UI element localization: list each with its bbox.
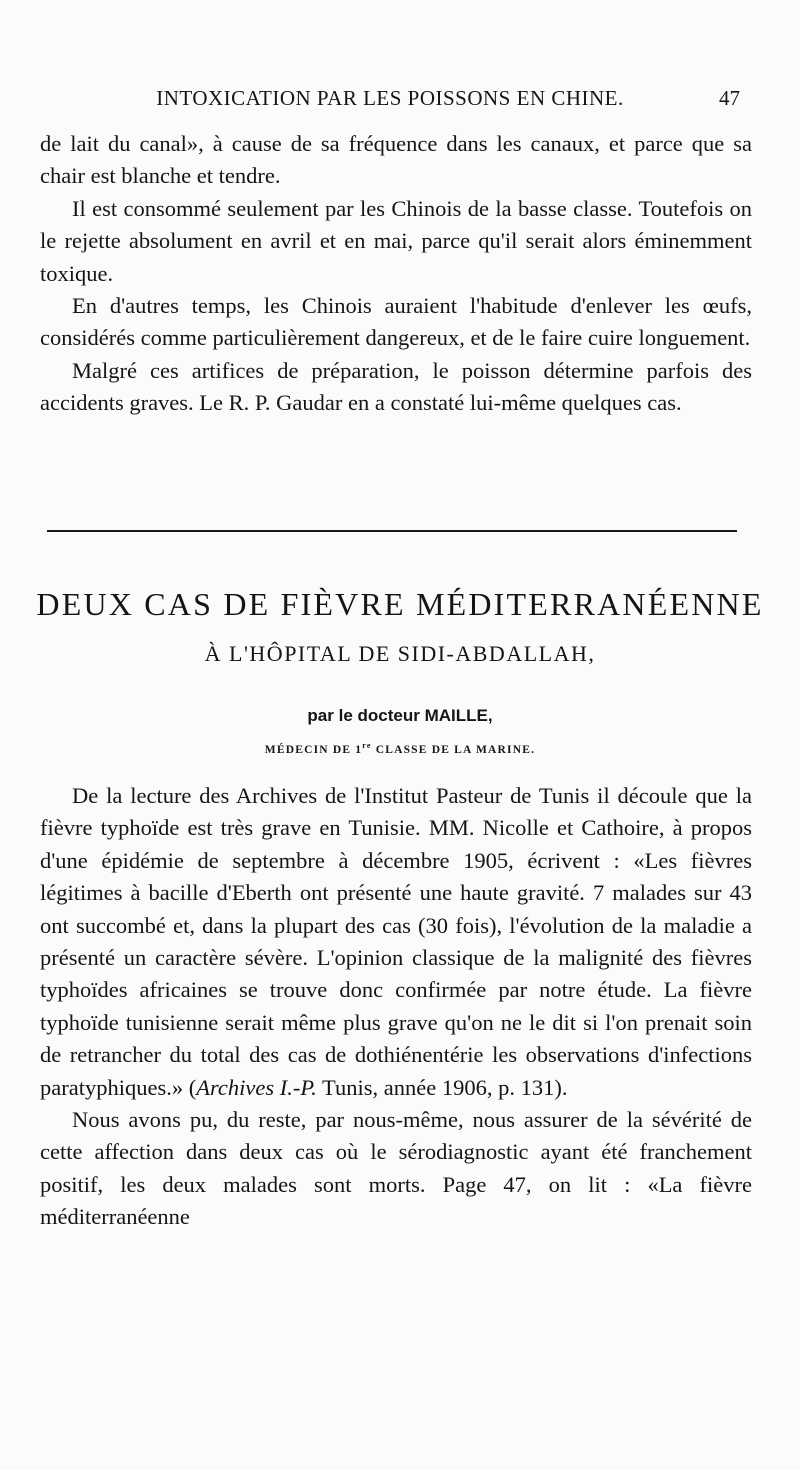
paragraph: Nous avons pu, du reste, par nous-même, nous assurer de la sévérité de cette affection dans deux cas où le sérodiagnostic ayant été franchement positif, les deux malades sont morts. Page 47, on lit : «La fièvre méditerranéenne [40,1107,752,1230]
running-head [40,86,740,116]
paragraph: Il est consommé seulement par les Chinois de la basse classe. Toutefois on le rejette absolument en avril et en mai, parce qu'il serait alors éminemment toxique. [40,195,752,286]
paragraph-text: Tunis, année 1906, p. 131). [316,1074,568,1100]
paragraph [40,780,752,1104]
article-subtitle: À L'HÔPITAL DE SIDI-ABDALLAH, [204,641,596,666]
article-title: DEUX CAS DE FIÈVRE MÉDITERRANÉENNE [36,586,764,622]
paragraph-text: De la lecture des Archives de l'Institut Pasteur de Tunis il découle que la fièvre typhoïde est très grave en Tunisie. MM. Nicolle et Cathoire, à propos d'une épidémie de septembre à décembre 1905, écrivent : «Les fièvres légitimes à bacille d'Eberth ont présenté une haute gravité. 7 malades sur 43 ont succombé et, dans la plupart des cas (30 fois), l'évolution de la maladie a présenté un caractère sévère. L'opinion classique de la malignité des fièvres typhoïdes africaines se trouve donc confirmée par notre étude. La fièvre typhoïde tunisienne serait même plus grave qu'on ne le dit si l'on prenait soin de retrancher du total des cas de dothiénentérie les observations d'infections paratyphiques.» ( [40,783,752,1100]
page-number: 47 [719,86,740,110]
author-affiliation [0,741,800,756]
affiliation-suffix: CLASSE DE LA MARINE. [371,743,536,756]
top-text-block [40,128,752,420]
running-title: INTOXICATION PAR LES POISSONS EN CHINE. [156,86,624,110]
affiliation-prefix: MÉDECIN DE 1 [264,743,363,756]
section-divider [47,530,737,532]
citation-italic: Archives I.-P. [196,1074,317,1100]
paragraph-continuation: de lait du canal», à cause de sa fréquence dans les canaux, et parce que sa chair est blanche et tendre. [40,131,752,189]
article-body [40,780,752,1234]
paragraph: En d'autres temps, les Chinois auraient l'habitude d'enlever les œufs, considérés comme particulièrement dangereux, et de le faire cuire longuement. [40,293,752,351]
paragraph: Malgré ces artifices de préparation, le poisson détermine parfois des accidents graves. Le R. P. Gaudar en a constaté lui-même quelques cas. [40,357,752,416]
author-line: par le docteur MAILLE, [307,706,493,725]
affiliation-superscript: re [362,741,372,750]
